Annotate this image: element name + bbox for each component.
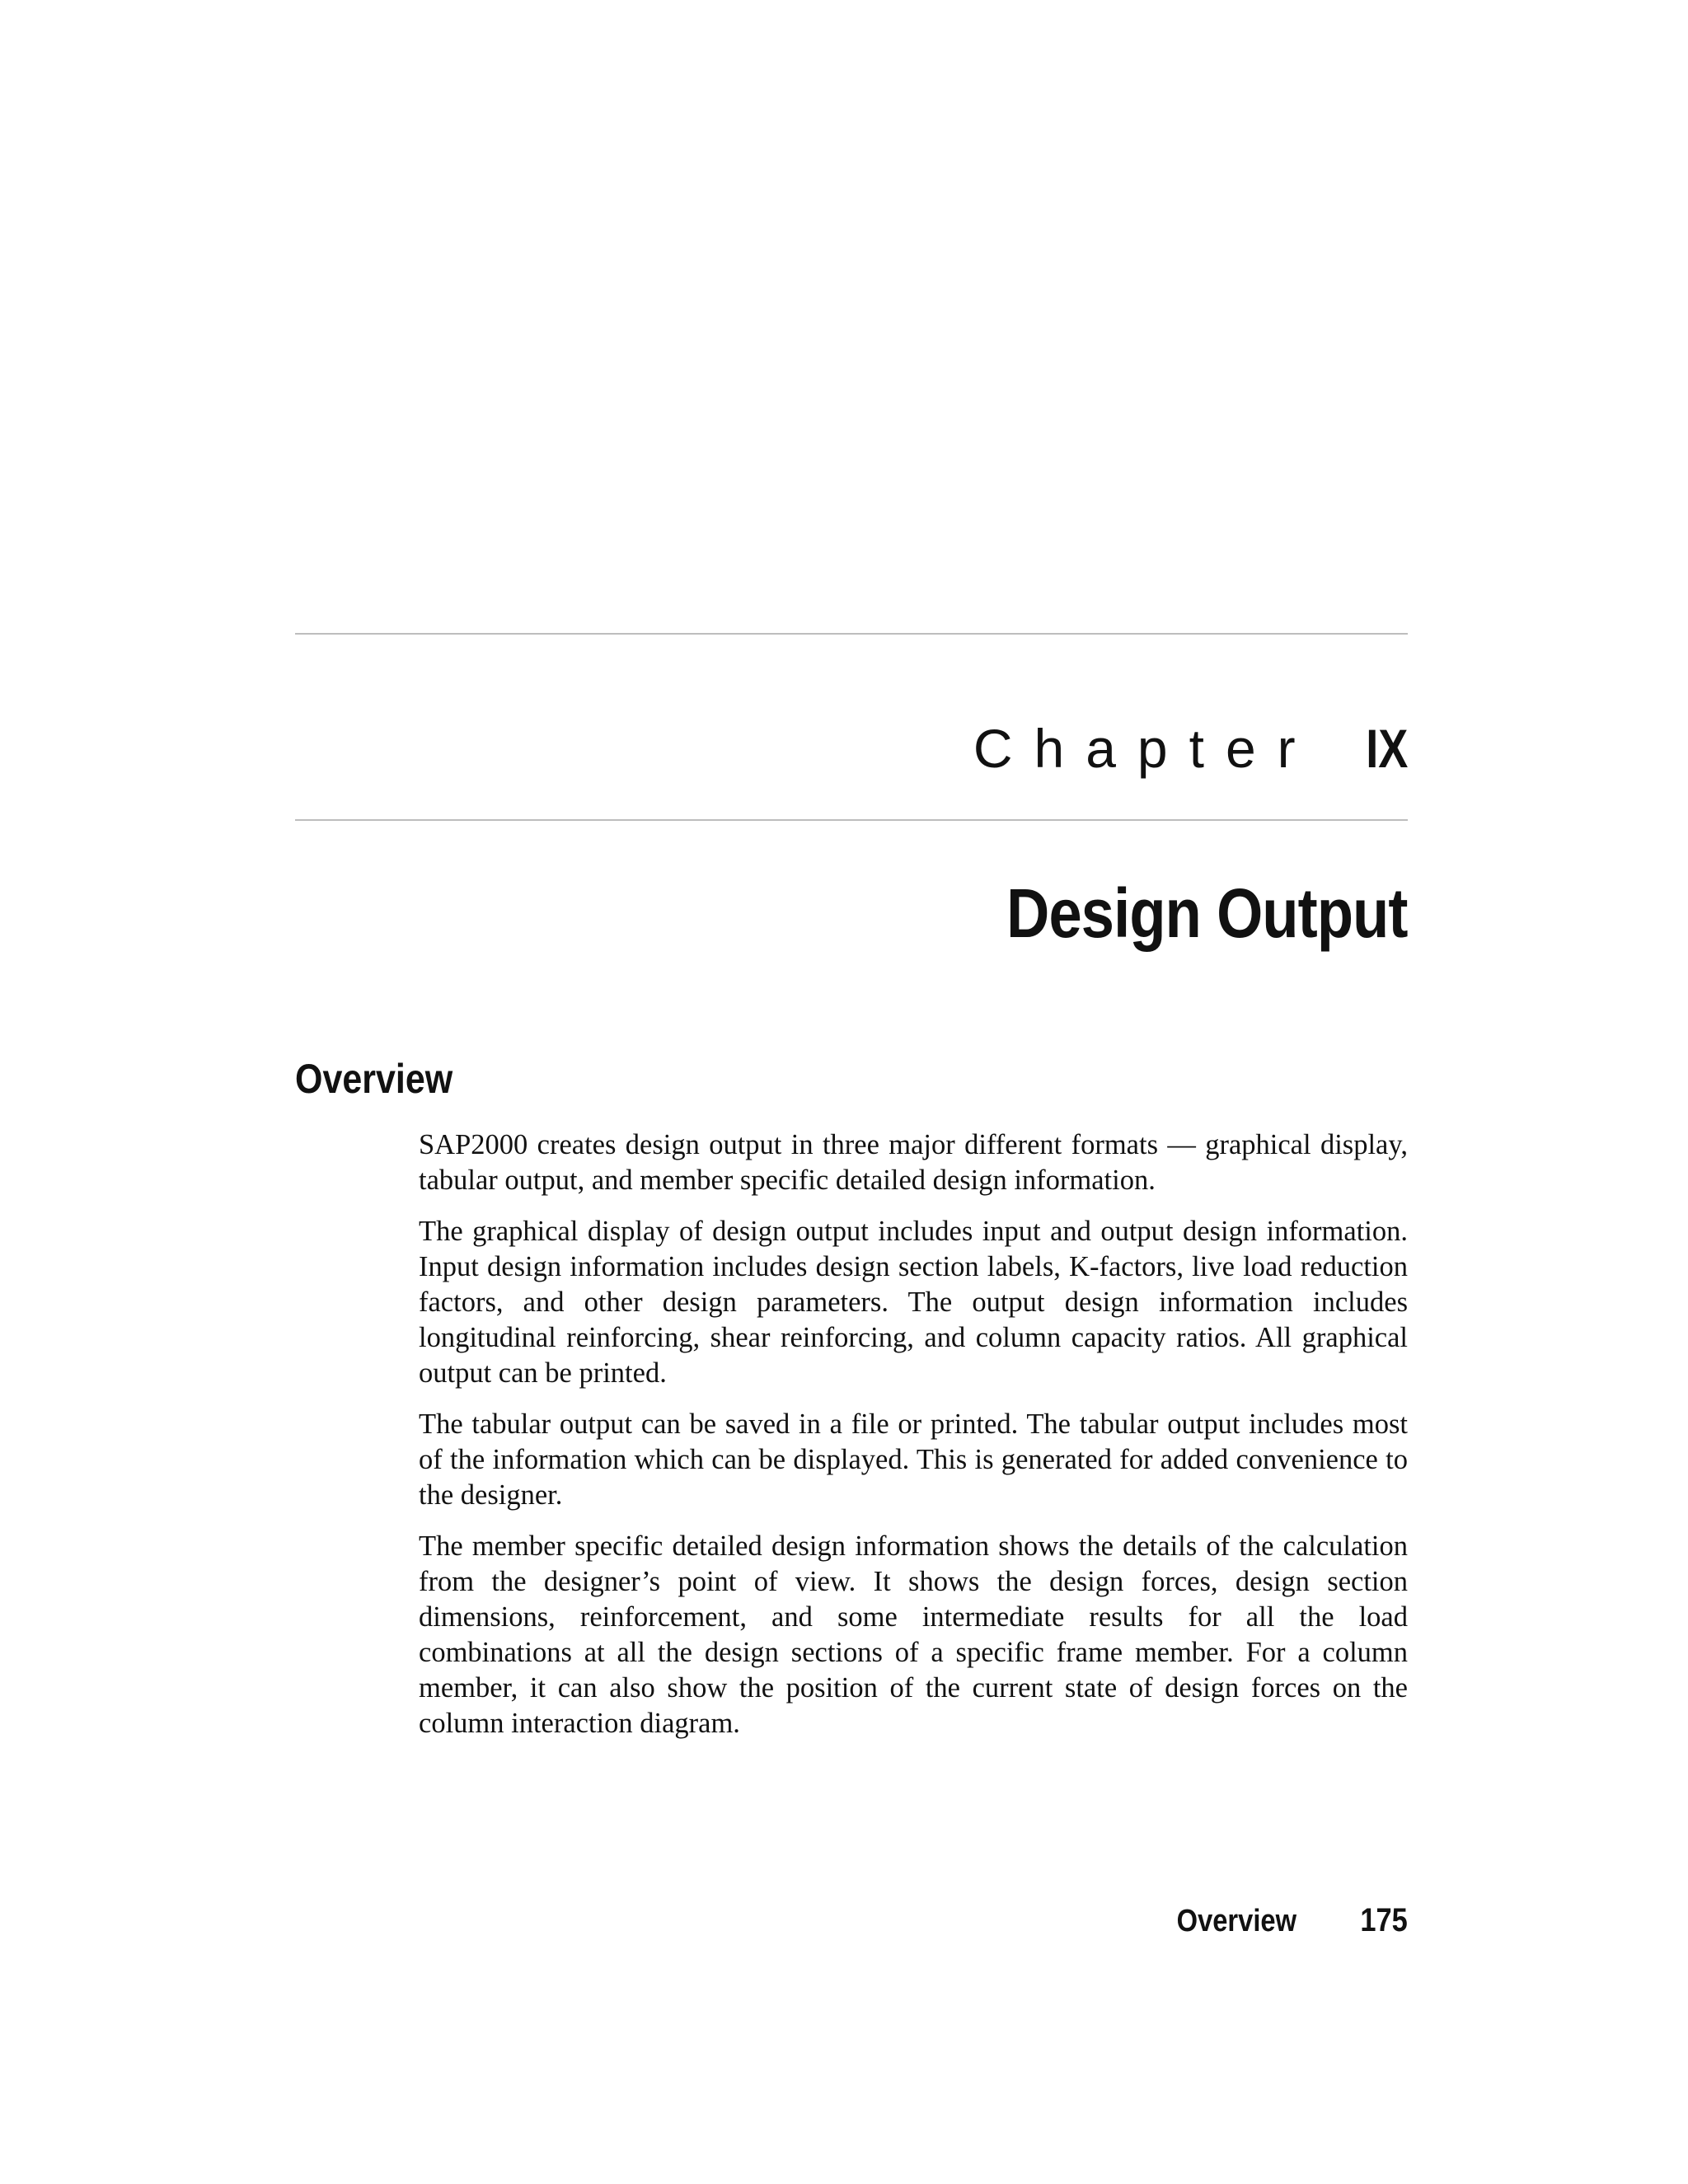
footer-section-name: Overview	[1176, 1904, 1297, 1938]
header-rule-bottom	[295, 819, 1408, 821]
paragraph: The member specific detailed design information shows the details of the calculation from the designer’s point of view. It shows the design forces, design section dimensions, reinforcement, and some intermediate results for all the load combinations at all the design sections of a specific frame member. For a column member, it can also show the position of the current state of design forces on the column interaction diagram.	[419, 1530, 1408, 1739]
chapter-title: Design Output	[1006, 874, 1408, 952]
chapter-number: IX	[1365, 718, 1408, 779]
chapter-word: Chapter	[973, 718, 1317, 779]
section-body	[419, 1127, 1408, 1757]
page-number: 175	[1360, 1902, 1408, 1938]
section-heading: Overview	[295, 1056, 453, 1102]
header-rule-top	[295, 633, 1408, 635]
paragraph: SAP2000 creates design output in three major different formats — graphical display, tabular output, and member specific detailed design information.	[419, 1129, 1408, 1196]
chapter-label	[973, 717, 1408, 783]
paragraph: The graphical display of design output includes input and output design information. Input design information includes design section labels, K-factors, live load reduction factors, and other design parameters. The output design information includes longitudinal reinforcing, shear reinforcing, and column capacity ratios. All graphical output can be printed.	[419, 1216, 1408, 1389]
paragraph: The tabular output can be saved in a file or printed. The tabular output includes most of the information which can be displayed. This is generated for added convenience to the designer.	[419, 1408, 1408, 1511]
page-footer	[1157, 1902, 1408, 1939]
